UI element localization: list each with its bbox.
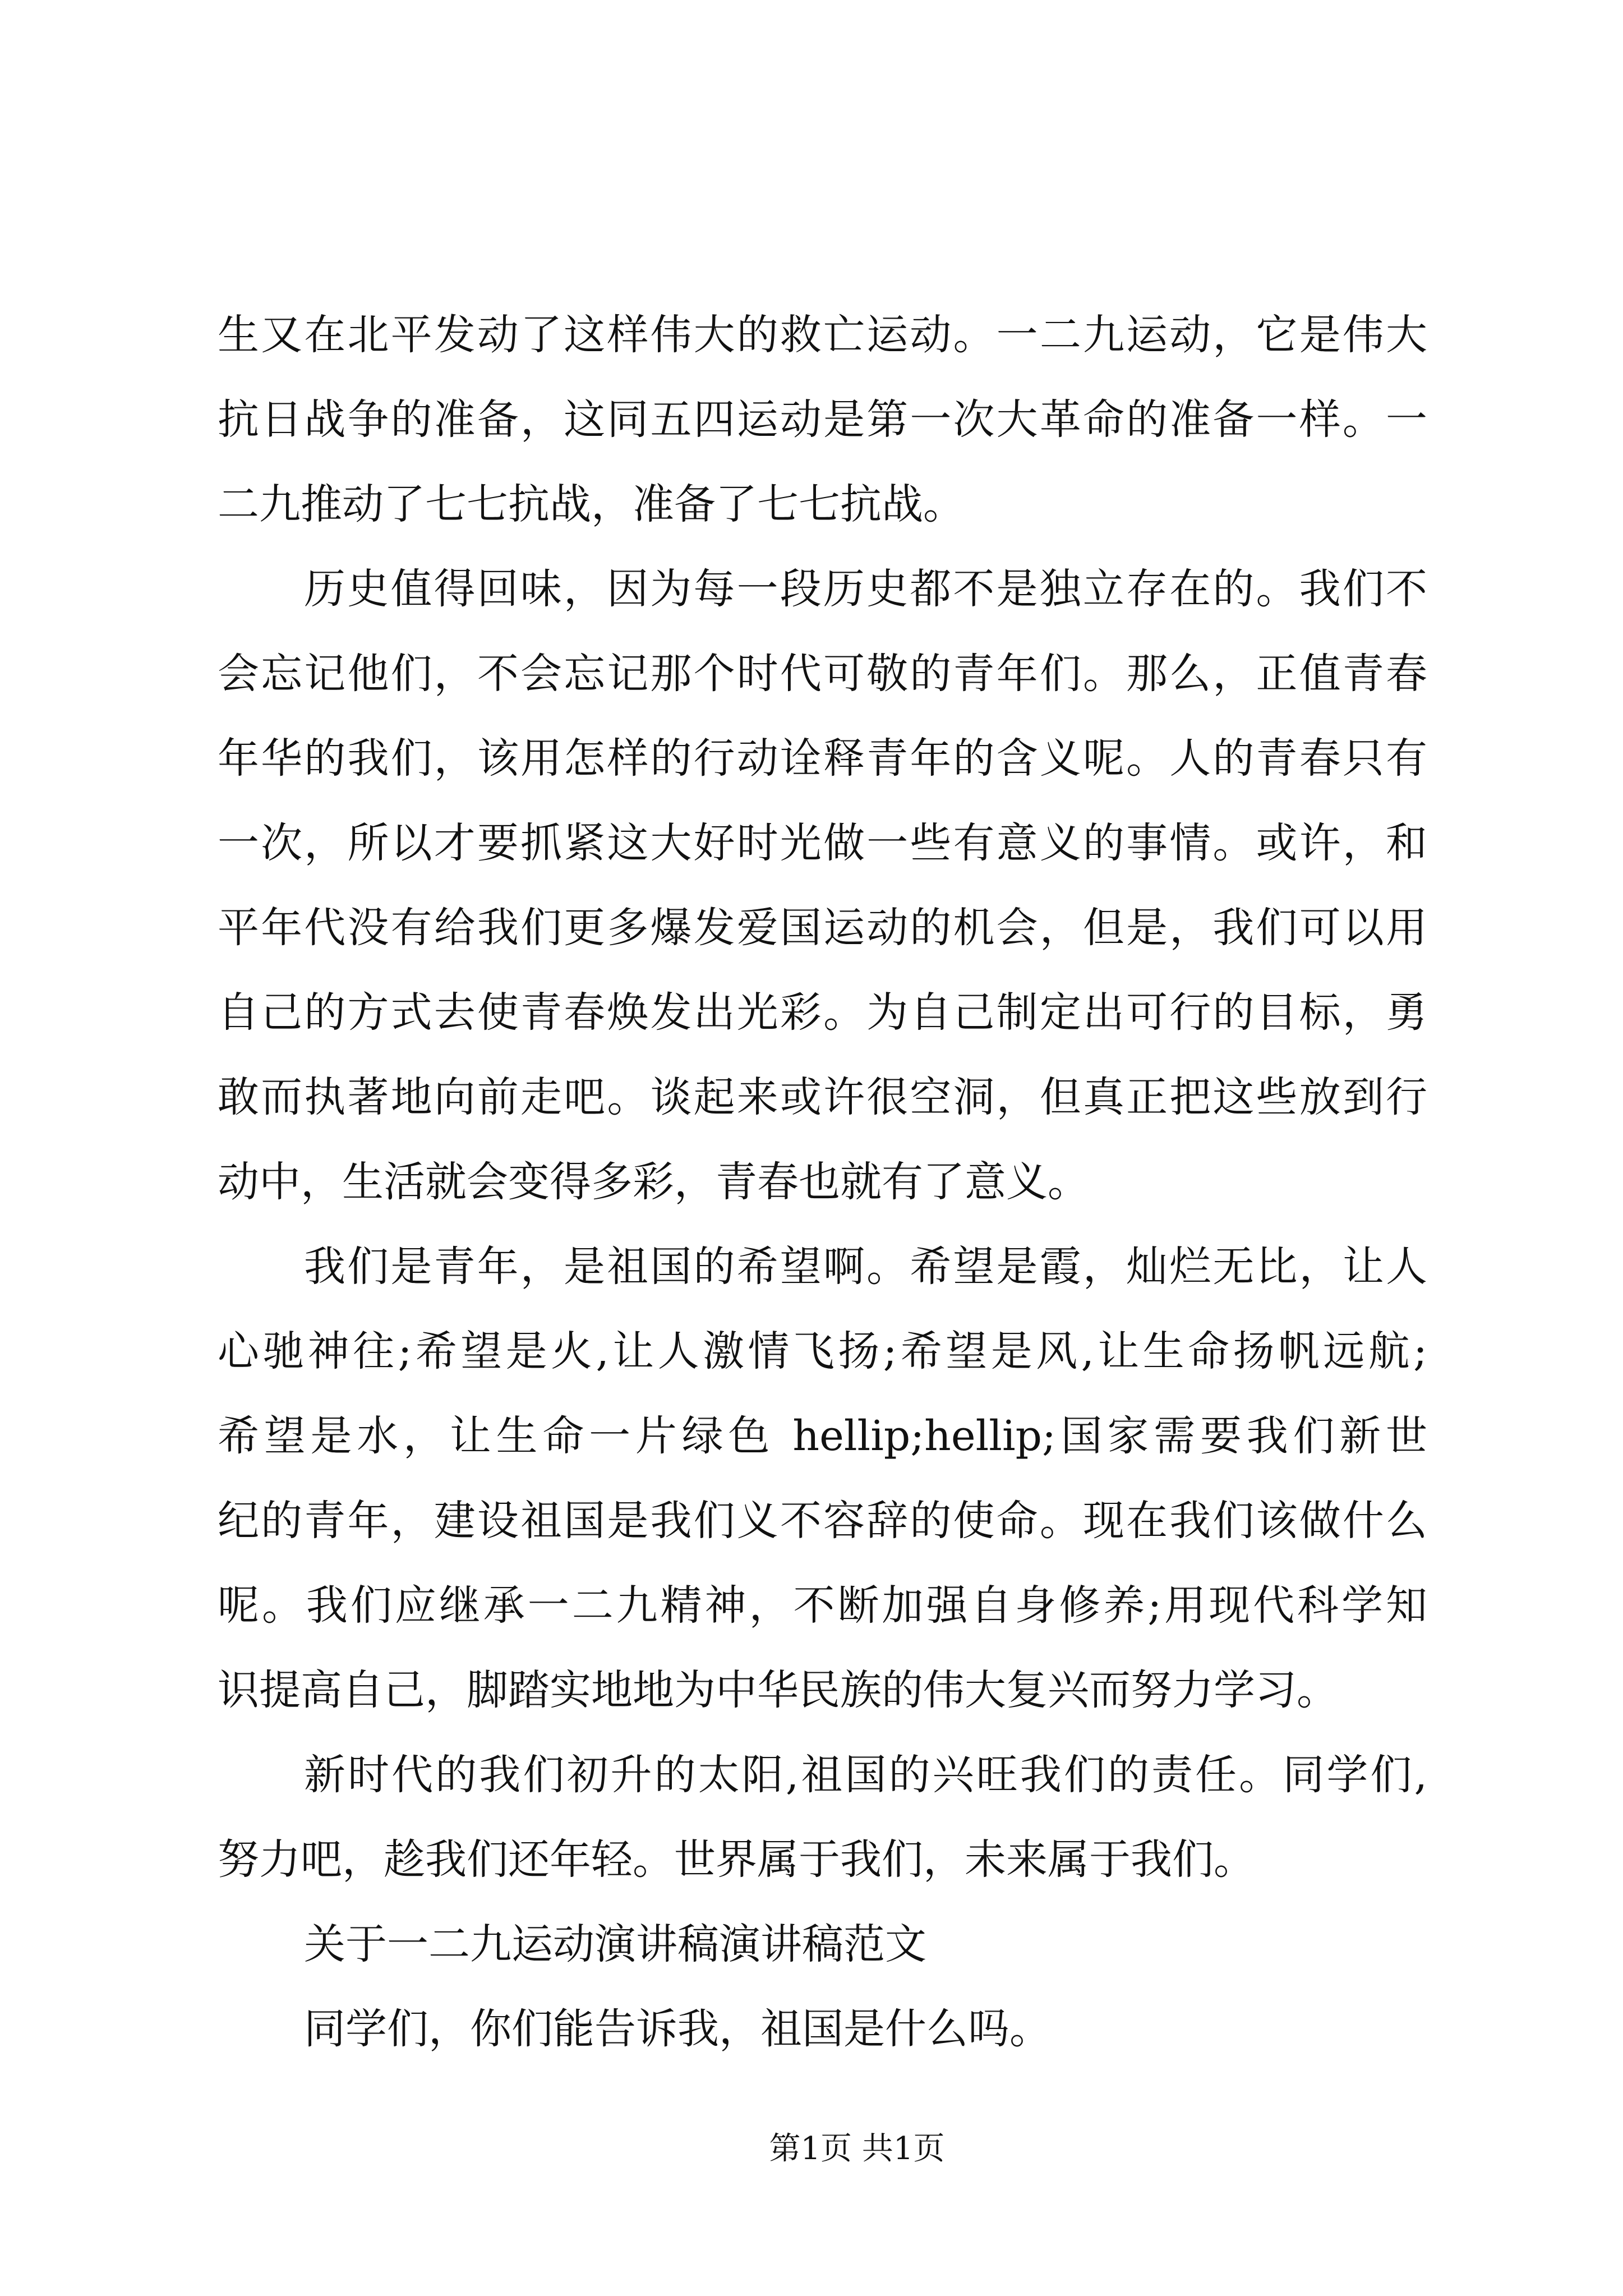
text-line: 抗日战争的准备，这同五四运动是第一次大革命的准备一样。一 — [218, 395, 1427, 444]
paragraph-3 — [218, 1225, 1427, 1733]
paragraph-6 — [218, 1987, 1427, 2072]
text-line: 历史值得回味，因为每一段历史都不是独立存在的。我们不 — [304, 565, 1427, 613]
text-line: 我们是青年，是祖国的希望啊。希望是霞，灿烂无比，让人 — [304, 1243, 1427, 1291]
text-line: 努力吧，趁我们还年轻。世界属于我们，未来属于我们。 — [218, 1835, 1255, 1884]
text-line: 纪的青年，建设祖国是我们义不容辞的使命。现在我们该做什么 — [218, 1497, 1427, 1545]
text-line: 识提高自己，脚踏实地地为中华民族的伟大复兴而努力学习。 — [218, 1666, 1338, 1714]
text-line: 自己的方式去使青春焕发出光彩。为自己制定出可行的目标，勇 — [218, 988, 1427, 1037]
text-line: 动中，生活就会变得多彩，青春也就有了意义。 — [218, 1158, 1089, 1206]
text-line: 会忘记他们，不会忘记那个时代可敬的青年们。那么，正值青春 — [218, 650, 1427, 698]
text-line: 年华的我们，该用怎样的行动诠释青年的含义呢。人的青春只有 — [218, 734, 1427, 783]
text-line: 新时代的我们初升的太阳,祖国的兴旺我们的责任。同学们, — [304, 1751, 1427, 1799]
text-line: 平年代没有给我们更多爆发爱国运动的机会，但是，我们可以用 — [218, 904, 1427, 952]
paragraph-1 — [218, 293, 1427, 547]
document-body — [218, 293, 1427, 2072]
section-heading: 关于一二九运动演讲稿演讲稿范文 — [304, 1920, 926, 1968]
paragraph-5 — [218, 1902, 1427, 1987]
paragraph-2 — [218, 547, 1427, 1225]
text-line: 一次，所以才要抓紧这大好时光做一些有意义的事情。或许，和 — [218, 819, 1427, 867]
paragraph-4 — [218, 1733, 1427, 1902]
text-line: 敢而执著地向前走吧。谈起来或许很空洞，但真正把这些放到行 — [218, 1073, 1427, 1121]
text-line: 同学们，你们能告诉我，祖国是什么吗。 — [304, 2005, 1051, 2053]
text-line: 希望是水，让生命一片绿色 hellip;hellip;国家需要我们新世 — [218, 1412, 1427, 1460]
text-line: 呢。我们应继承一二九精神，不断加强自身修养;用现代科学知 — [218, 1581, 1427, 1630]
text-line: 生又在北平发动了这样伟大的救亡运动。一二九运动，它是伟大 — [218, 311, 1427, 359]
page-footer: 第1页 共1页 — [769, 2131, 945, 2167]
text-line: 心驰神往;希望是火,让人激情飞扬;希望是风,让生命扬帆远航; — [218, 1327, 1427, 1375]
text-line: 二九推动了七七抗战，准备了七七抗战。 — [218, 480, 965, 528]
